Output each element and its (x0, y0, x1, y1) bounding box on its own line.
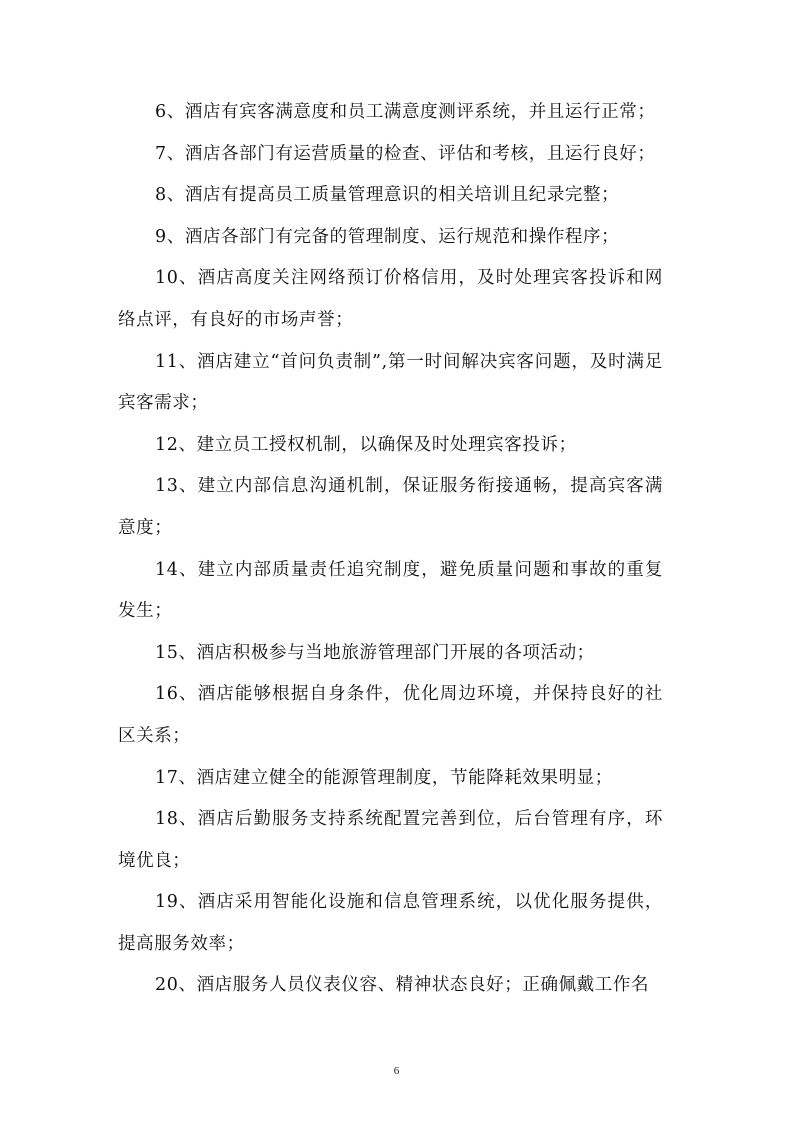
list-item: 16、酒店能够根据自身条件，优化周边环境，并保持良好的社区关系； (118, 684, 663, 746)
list-item: 20、酒店服务人员仪表仪容、精神状态良好；正确佩戴工作名 (155, 975, 650, 996)
list-item: 18、酒店后勤服务支持系统配置完善到位，后台管理有序，环境优良； (118, 809, 663, 871)
document-body (118, 92, 663, 1007)
list-item: 13、建立内部信息沟通机制，保证服务衔接通畅，提高宾客满意度； (118, 476, 663, 538)
list-item: 9、酒店各部门有完备的管理制度、运行规范和操作程序； (155, 226, 620, 247)
list-item: 19、酒店采用智能化设施和信息管理系统，以优化服务提供，提高服务效率； (118, 892, 663, 954)
list-item: 17、酒店建立健全的能源管理制度，节能降耗效果明显； (155, 767, 613, 788)
list-item: 7、酒店各部门有运营质量的检查、评估和考核，且运行良好； (155, 143, 656, 164)
list-item: 10、酒店高度关注网络预订价格信用，及时处理宾客投诉和网络点评，有良好的市场声誉； (118, 268, 663, 330)
list-item: 12、建立员工授权机制，以确保及时处理宾客投诉； (155, 434, 577, 455)
list-item: 11、酒店建立“首问负责制”,第一时间解决宾客问题，及时满足宾客需求； (118, 351, 663, 414)
list-item: 14、建立内部质量责任追究制度，避免质量问题和事故的重复发生； (118, 559, 663, 622)
list-item: 8、酒店有提高员工质量管理意识的相关培训且纪录完整； (155, 185, 620, 206)
page-number: 6 (393, 1065, 400, 1077)
list-item: 15、酒店积极参与当地旅游管理部门开展的各项活动； (155, 642, 595, 663)
list-item: 6、酒店有宾客满意度和员工满意度测评系统，并且运行正常； (155, 102, 656, 122)
